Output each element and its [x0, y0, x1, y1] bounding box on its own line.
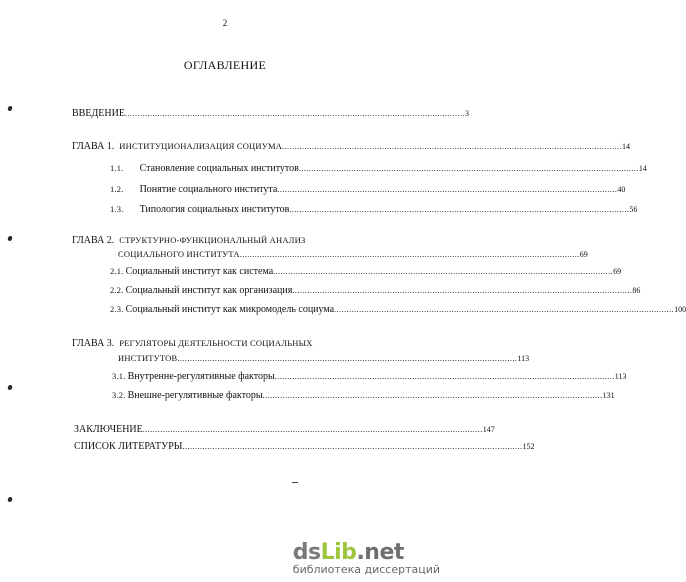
- toc-chapter-title: РЕГУЛЯТОРЫ ДЕЯТЕЛЬНОСТИ СОЦИАЛЬНЫХ: [119, 338, 313, 348]
- margin-mark: [7, 105, 12, 111]
- toc-entry-label: Типология социальных институтов: [139, 204, 290, 215]
- watermark-subtitle: библиотека диссертаций: [292, 563, 440, 576]
- toc-chapter-title: ИНСТИТУТОВ: [118, 353, 178, 363]
- toc-entry-chapter-2[interactable]: [72, 234, 400, 247]
- toc-entry-page: 131: [602, 391, 615, 400]
- margin-mark: [7, 384, 12, 390]
- toc-entry-page: 14: [622, 142, 631, 151]
- toc-entry-chapter-3[interactable]: [72, 337, 400, 350]
- toc-entry-section-1-1[interactable]: [110, 162, 647, 175]
- toc-entry-page: 40: [617, 185, 626, 194]
- toc-entry-label: ЗАКЛЮЧЕНИЕ: [74, 424, 143, 435]
- toc-entry-page: 3: [464, 109, 469, 118]
- toc-entry-section-3-1[interactable]: [110, 370, 627, 383]
- toc-entry-chapter-3-cont[interactable]: [118, 352, 530, 365]
- toc-entry-page: 147: [482, 425, 495, 434]
- toc-leader-dots: ........................................................................................................................................: [282, 142, 623, 151]
- toc-leader-dots: ........................................................................................................................................: [273, 267, 614, 276]
- toc-entry-page: 69: [613, 267, 622, 276]
- toc-leader-dots: ........................................................................................................................................: [289, 205, 630, 214]
- toc-chapter-title: ИНСТИТУЦИОНАЛИЗАЦИЯ СОЦИУМА: [119, 141, 283, 151]
- toc-entry-chapter-1[interactable]: [72, 140, 631, 153]
- toc-leader-dots: ........................................................................................................................................: [124, 109, 465, 118]
- toc-leader-dots: ........................................................................................................................................: [182, 442, 523, 451]
- toc-section-number: 1.3.: [110, 204, 124, 214]
- toc-chapter-title: СОЦИАЛЬНОГО ИНСТИТУТА: [118, 249, 240, 259]
- toc-entry-page: 113: [614, 372, 627, 381]
- page-number: 2: [222, 18, 228, 28]
- toc-entry-label: Внешне-регулятивные факторы: [127, 390, 263, 401]
- toc-section-number: 3.1.: [112, 371, 126, 381]
- toc-entry-page: 100: [674, 305, 686, 314]
- toc-entry-references[interactable]: [74, 441, 535, 453]
- toc-chapter-label: ГЛАВА 3.: [72, 338, 115, 349]
- toc-entry-label: Внутренне-регулятивные факторы: [127, 371, 275, 382]
- toc-entry-page: 152: [522, 442, 535, 451]
- toc-leader-dots: ........................................................................................................................................: [262, 391, 603, 400]
- toc-section-number: 1.1.: [110, 163, 124, 173]
- toc-entry-label: Социальный институт как организация: [125, 285, 293, 296]
- toc-entry-section-3-2[interactable]: [110, 389, 615, 402]
- toc-entry-label: Социальный институт как микромодель социума: [125, 304, 335, 315]
- toc-leader-dots: ........................................................................................................................................: [239, 250, 580, 259]
- margin-mark: [7, 235, 12, 241]
- toc-entry-page: 113: [517, 354, 530, 363]
- toc-leader-dots: ........................................................................................................................................: [277, 185, 618, 194]
- margin-mark: [7, 496, 12, 502]
- toc-entry-label: СПИСОК ЛИТЕРАТУРЫ: [74, 441, 183, 452]
- toc-leader-dots: ........................................................................................................................................: [177, 354, 518, 363]
- toc-entry-section-2-2[interactable]: [110, 284, 641, 297]
- toc-entry-section-2-1[interactable]: [110, 265, 622, 278]
- toc-entry-page: 14: [638, 164, 647, 173]
- dslib-logo: dsLib.net: [292, 540, 404, 565]
- toc-chapter-label: ГЛАВА 2.: [72, 235, 115, 246]
- toc-leader-dots: ........................................................................................................................................: [292, 286, 633, 295]
- page-title: ОГЛАВЛЕНИЕ: [183, 58, 267, 72]
- watermark: [293, 540, 440, 576]
- toc-leader-dots: ........................................................................................................................................: [274, 372, 615, 381]
- toc-entry-conclusion[interactable]: [74, 424, 495, 436]
- toc-leader-dots: ........................................................................................................................................: [142, 425, 483, 434]
- toc-entry-section-1-2[interactable]: [110, 183, 626, 196]
- toc-section-number: 2.2.: [110, 285, 124, 295]
- toc-section-number: 2.1.: [110, 266, 124, 276]
- toc-entry-page: 56: [629, 205, 638, 214]
- toc-entry-page: 86: [632, 286, 641, 295]
- toc-section-number: 2.3.: [110, 304, 124, 314]
- toc-section-number: 3.2.: [112, 390, 126, 400]
- toc-leader-dots: ........................................................................................................................................: [298, 164, 639, 173]
- toc-entry-section-1-3[interactable]: [110, 203, 638, 216]
- toc-entry-label: Социальный институт как система: [125, 266, 274, 277]
- toc-entry-label: Становление социальных институтов: [139, 163, 299, 174]
- scan-dash: [292, 482, 298, 483]
- toc-entry-label: ВВЕДЕНИЕ: [72, 108, 125, 119]
- toc-chapter-label: ГЛАВА 1.: [72, 141, 115, 152]
- toc-entry-chapter-2-cont[interactable]: [118, 248, 588, 261]
- toc-entry-section-2-3[interactable]: [110, 303, 686, 316]
- toc-entry-page: 69: [579, 250, 588, 259]
- toc-chapter-title: СТРУКТУРНО-ФУНКЦИОНАЛЬНЫЙ АНАЛИЗ: [119, 235, 306, 245]
- toc-entry-introduction[interactable]: [72, 108, 469, 120]
- toc-entry-label: Понятие социального института: [139, 184, 278, 195]
- toc-leader-dots: ........................................................................................................................................: [334, 305, 675, 314]
- toc-section-number: 1.2.: [110, 184, 124, 194]
